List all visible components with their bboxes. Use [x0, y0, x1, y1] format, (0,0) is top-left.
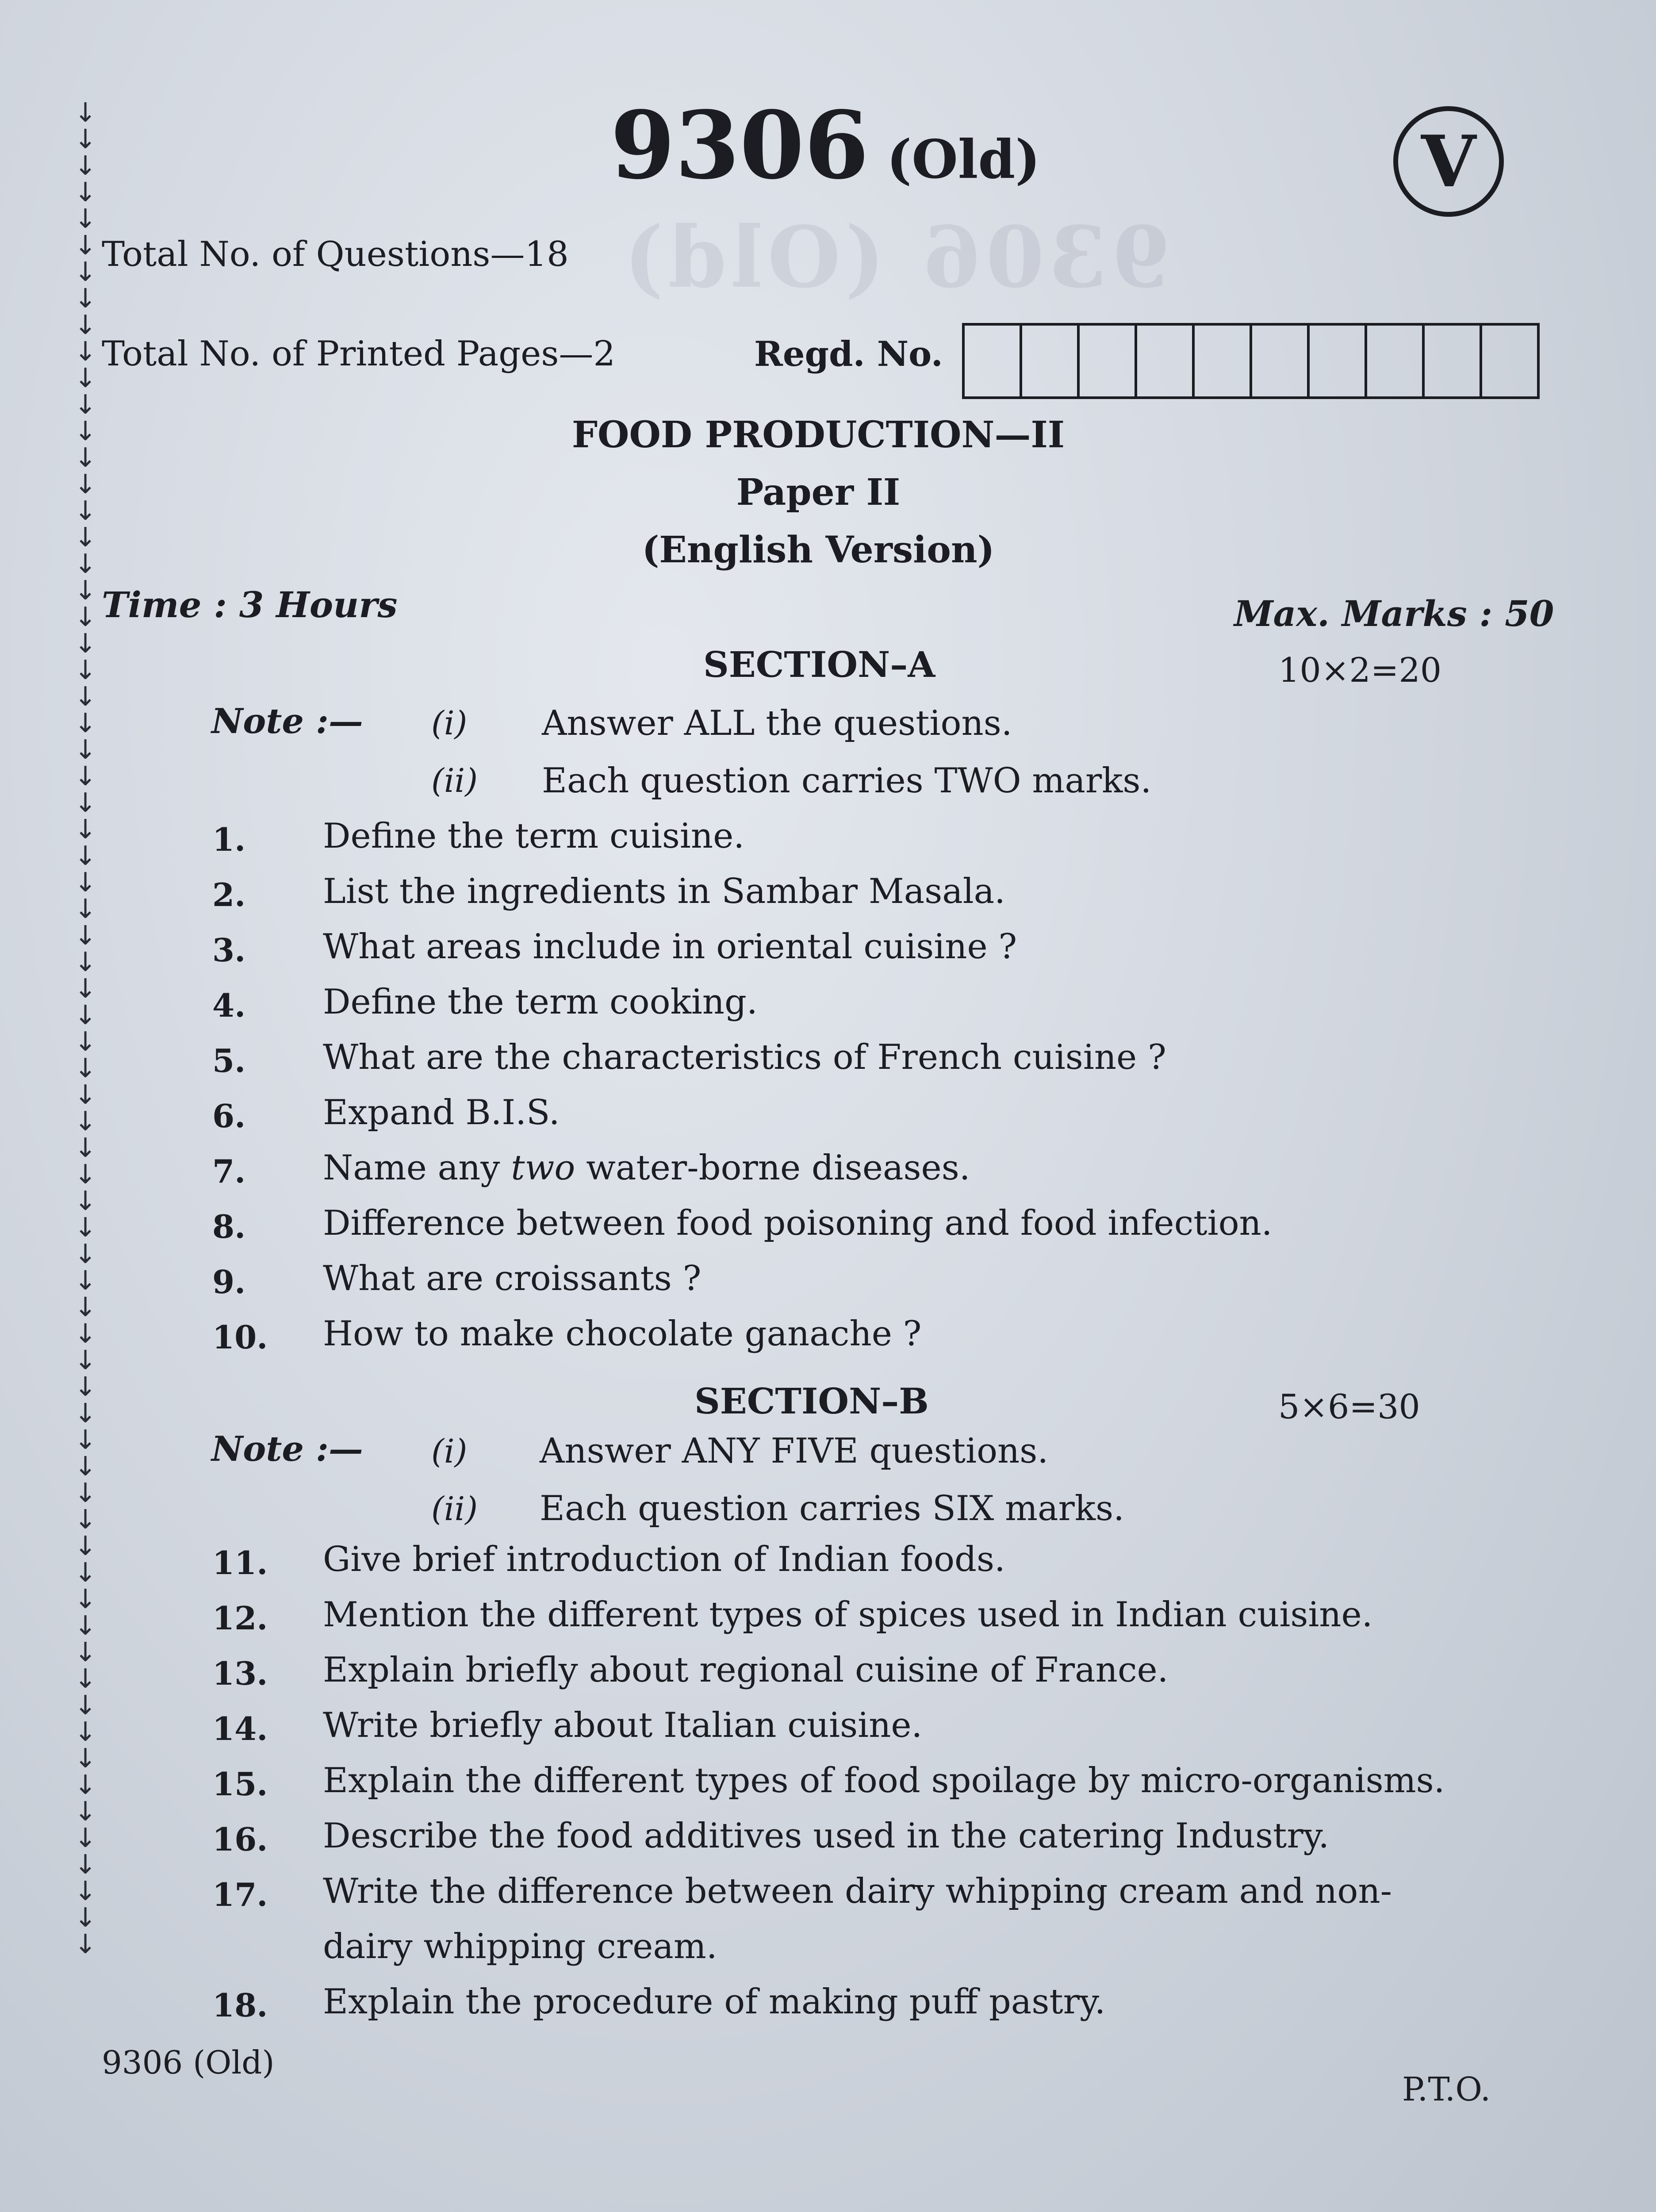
question-number: 7. [212, 1152, 246, 1190]
margin-arrow-icon: ↓ [74, 363, 97, 394]
time-allowed: Time : 3 Hours [102, 584, 398, 626]
margin-arrow-icon: ↓ [74, 1239, 97, 1270]
margin-arrow-icon: ↓ [74, 1053, 97, 1084]
regd-no-digit-box[interactable] [1367, 326, 1425, 396]
margin-arrow-icon: ↓ [74, 1557, 97, 1588]
question-number: 6. [212, 1097, 246, 1135]
question-text-emphasis: two [511, 1148, 575, 1188]
question-number: 8. [212, 1208, 246, 1245]
section-b-note-text: Answer ANY FIVE questions. [540, 1431, 1049, 1471]
question-number: 16. [212, 1820, 268, 1858]
margin-arrow-icon: ↓ [74, 204, 97, 234]
question-number: 14. [212, 1710, 268, 1747]
question-text: What are croissants ? [323, 1259, 702, 1298]
section-a-note-num: (i) [431, 704, 468, 742]
margin-arrow-icon: ↓ [74, 1902, 97, 1933]
margin-arrow-icon: ↓ [74, 787, 97, 818]
margin-arrow-icon: ↓ [74, 1398, 97, 1429]
margin-arrow-icon: ↓ [74, 1770, 97, 1801]
margin-arrow-icon: ↓ [74, 1292, 97, 1323]
question-number: 13. [212, 1655, 268, 1692]
paper-code: 9306 [610, 91, 869, 200]
question-number: 18. [212, 1986, 268, 2024]
margin-arrow-icon: ↓ [74, 841, 97, 872]
regd-no-boxes[interactable] [962, 323, 1540, 399]
question-text: Explain the different types of food spoilage by micro-organisms. [323, 1761, 1445, 1801]
margin-arrow-icon: ↓ [74, 655, 97, 686]
margin-arrow-icon: ↓ [74, 389, 97, 420]
margin-arrow-icon: ↓ [74, 1371, 97, 1402]
question-number: 11. [212, 1544, 268, 1582]
show-through-mirror-text: 9306 (Old) [619, 208, 1170, 307]
margin-arrow-icon: ↓ [74, 1743, 97, 1774]
question-number: 1. [212, 821, 246, 858]
subject-title: FOOD PRODUCTION—II [571, 414, 1065, 456]
regd-no-digit-box[interactable] [1137, 326, 1195, 396]
margin-arrow-icon: ↓ [74, 708, 97, 739]
question-number: 10. [212, 1318, 268, 1356]
margin-arrow-icon: ↓ [74, 257, 97, 288]
margin-arrow-icon: ↓ [74, 920, 97, 951]
margin-arrow-icon: ↓ [74, 814, 97, 845]
margin-arrow-icon: ↓ [74, 1000, 97, 1031]
margin-arrow-icon: ↓ [74, 1451, 97, 1482]
question-text: Explain briefly about regional cuisine of France. [323, 1650, 1169, 1690]
margin-arrow-icon: ↓ [74, 1929, 97, 1960]
margin-arrow-icon: ↓ [74, 549, 97, 580]
margin-arrow-icon: ↓ [74, 681, 97, 712]
margin-arrow-icon: ↓ [74, 1265, 97, 1296]
margin-arrow-icon: ↓ [74, 97, 97, 128]
margin-arrow-icon: ↓ [74, 150, 97, 181]
question-number: 5. [212, 1042, 246, 1079]
section-b-note-num: (i) [431, 1432, 468, 1471]
margin-arrow-icon: ↓ [74, 283, 97, 314]
margin-arrow-icon: ↓ [74, 1823, 97, 1854]
regd-no-label: Regd. No. [754, 334, 943, 374]
margin-arrow-icon: ↓ [74, 1186, 97, 1217]
regd-no-digit-box[interactable] [1022, 326, 1080, 396]
question-text: Write briefly about Italian cuisine. [323, 1705, 923, 1745]
section-b-note-text: Each question carries SIX marks. [540, 1489, 1124, 1528]
margin-arrow-icon: ↓ [74, 1663, 97, 1694]
margin-arrow-icon: ↓ [74, 1584, 97, 1615]
margin-arrow-icon: ↓ [74, 310, 97, 341]
section-a-note-text: Answer ALL the questions. [542, 703, 1012, 743]
margin-arrow-icon: ↓ [74, 522, 97, 553]
margin-arrow-icon: ↓ [74, 1478, 97, 1509]
question-text: Explain the procedure of making puff pastry. [323, 1982, 1106, 2022]
question-text: What areas include in oriental cuisine ? [323, 927, 1017, 967]
question-number: 2. [212, 876, 246, 914]
margin-arrow-icon: ↓ [74, 947, 97, 978]
regd-no-digit-box[interactable] [1252, 326, 1310, 396]
question-number: 3. [212, 931, 246, 969]
margin-arrow-icon: ↓ [74, 1849, 97, 1880]
margin-arrow-icon: ↓ [74, 1026, 97, 1057]
margin-arrow-icon: ↓ [74, 761, 97, 792]
regd-no-digit-box[interactable] [965, 326, 1022, 396]
margin-arrow-icon: ↓ [74, 442, 97, 473]
question-text: Define the term cuisine. [323, 816, 745, 856]
regd-no-digit-box[interactable] [1425, 326, 1482, 396]
paper-variant: (Old) [886, 128, 1041, 191]
question-number: 4. [212, 987, 246, 1024]
left-margin-arrows [74, 97, 105, 1960]
margin-arrow-icon: ↓ [74, 230, 97, 261]
margin-arrow-icon: ↓ [74, 1531, 97, 1562]
section-a-note-label: Note :— [211, 701, 363, 741]
margin-arrow-icon: ↓ [74, 1690, 97, 1721]
set-letter-badge [1393, 106, 1504, 217]
question-text: Define the term cooking. [323, 982, 758, 1022]
margin-arrow-icon: ↓ [74, 336, 97, 367]
regd-no-digit-box[interactable] [1080, 326, 1137, 396]
margin-arrow-icon: ↓ [74, 1345, 97, 1376]
regd-no-digit-box[interactable] [1310, 326, 1367, 396]
margin-arrow-icon: ↓ [74, 1079, 97, 1110]
section-b-title: SECTION–B [694, 1380, 929, 1422]
section-a-marks: 10×2=20 [1278, 650, 1442, 690]
margin-arrow-icon: ↓ [74, 1796, 97, 1827]
question-text: Difference between food poisoning and food infection. [323, 1203, 1273, 1243]
margin-arrow-icon: ↓ [74, 1717, 97, 1747]
margin-arrow-icon: ↓ [74, 575, 97, 606]
margin-arrow-icon: ↓ [74, 1876, 97, 1907]
question-number: 9. [212, 1263, 246, 1301]
margin-arrow-icon: ↓ [74, 628, 97, 659]
margin-arrow-icon: ↓ [74, 894, 97, 925]
footer-paper-code: 9306 (Old) [102, 2044, 275, 2081]
footer-pto: P.T.O. [1402, 2070, 1491, 2108]
margin-arrow-icon: ↓ [74, 495, 97, 526]
regd-no-digit-box[interactable] [1482, 326, 1537, 396]
section-a-title: SECTION–A [703, 644, 935, 685]
question-text-continued: dairy whipping cream. [323, 1927, 717, 1966]
question-text-part: Name any [323, 1148, 511, 1188]
margin-arrow-icon: ↓ [74, 1425, 97, 1455]
margin-arrow-icon: ↓ [74, 1504, 97, 1535]
margin-arrow-icon: ↓ [74, 867, 97, 898]
margin-arrow-icon: ↓ [74, 602, 97, 633]
margin-arrow-icon: ↓ [74, 1610, 97, 1641]
paper-code-heading [610, 91, 1040, 200]
question-number: 17. [212, 1876, 268, 1913]
margin-arrow-icon: ↓ [74, 177, 97, 208]
regd-no-digit-box[interactable] [1195, 326, 1252, 396]
question-number: 15. [212, 1765, 268, 1803]
total-pages: Total No. of Printed Pages—2 [102, 334, 615, 374]
margin-arrow-icon: ↓ [74, 469, 97, 500]
section-a-note-num: (ii) [431, 762, 478, 800]
paper-number: Paper II [736, 471, 901, 514]
section-b-note-num: (ii) [431, 1490, 478, 1528]
question-number: 12. [212, 1599, 268, 1637]
margin-arrow-icon: ↓ [74, 1212, 97, 1243]
question-text [323, 1148, 970, 1188]
margin-arrow-icon: ↓ [74, 1318, 97, 1349]
question-text: What are the characteristics of French cuisine ? [323, 1037, 1166, 1077]
total-questions: Total No. of Questions—18 [102, 234, 569, 274]
margin-arrow-icon: ↓ [74, 734, 97, 765]
max-marks: Max. Marks : 50 [1234, 593, 1554, 634]
question-text: Expand B.I.S. [323, 1093, 560, 1133]
version-label: (English Version) [642, 529, 995, 571]
question-text: Write the difference between dairy whipping cream and non- [323, 1871, 1392, 1911]
question-text: Describe the food additives used in the catering Industry. [323, 1816, 1330, 1856]
question-text: List the ingredients in Sambar Masala. [323, 872, 1005, 911]
question-text: Give brief introduction of Indian foods. [323, 1540, 1005, 1579]
margin-arrow-icon: ↓ [74, 416, 97, 447]
section-a-note-text: Each question carries TWO marks. [542, 761, 1152, 801]
margin-arrow-icon: ↓ [74, 1133, 97, 1164]
margin-arrow-icon: ↓ [74, 1637, 97, 1668]
set-letter: V [1421, 120, 1476, 203]
section-b-note-label: Note :— [211, 1429, 363, 1469]
margin-arrow-icon: ↓ [74, 1159, 97, 1190]
margin-arrow-icon: ↓ [74, 1106, 97, 1137]
margin-arrow-icon: ↓ [74, 124, 97, 155]
section-b-marks: 5×6=30 [1278, 1387, 1420, 1426]
question-text-part: water-borne diseases. [575, 1148, 970, 1188]
question-text: Mention the different types of spices used in Indian cuisine. [323, 1595, 1373, 1635]
margin-arrow-icon: ↓ [74, 973, 97, 1004]
question-text: How to make chocolate ganache ? [323, 1314, 922, 1354]
